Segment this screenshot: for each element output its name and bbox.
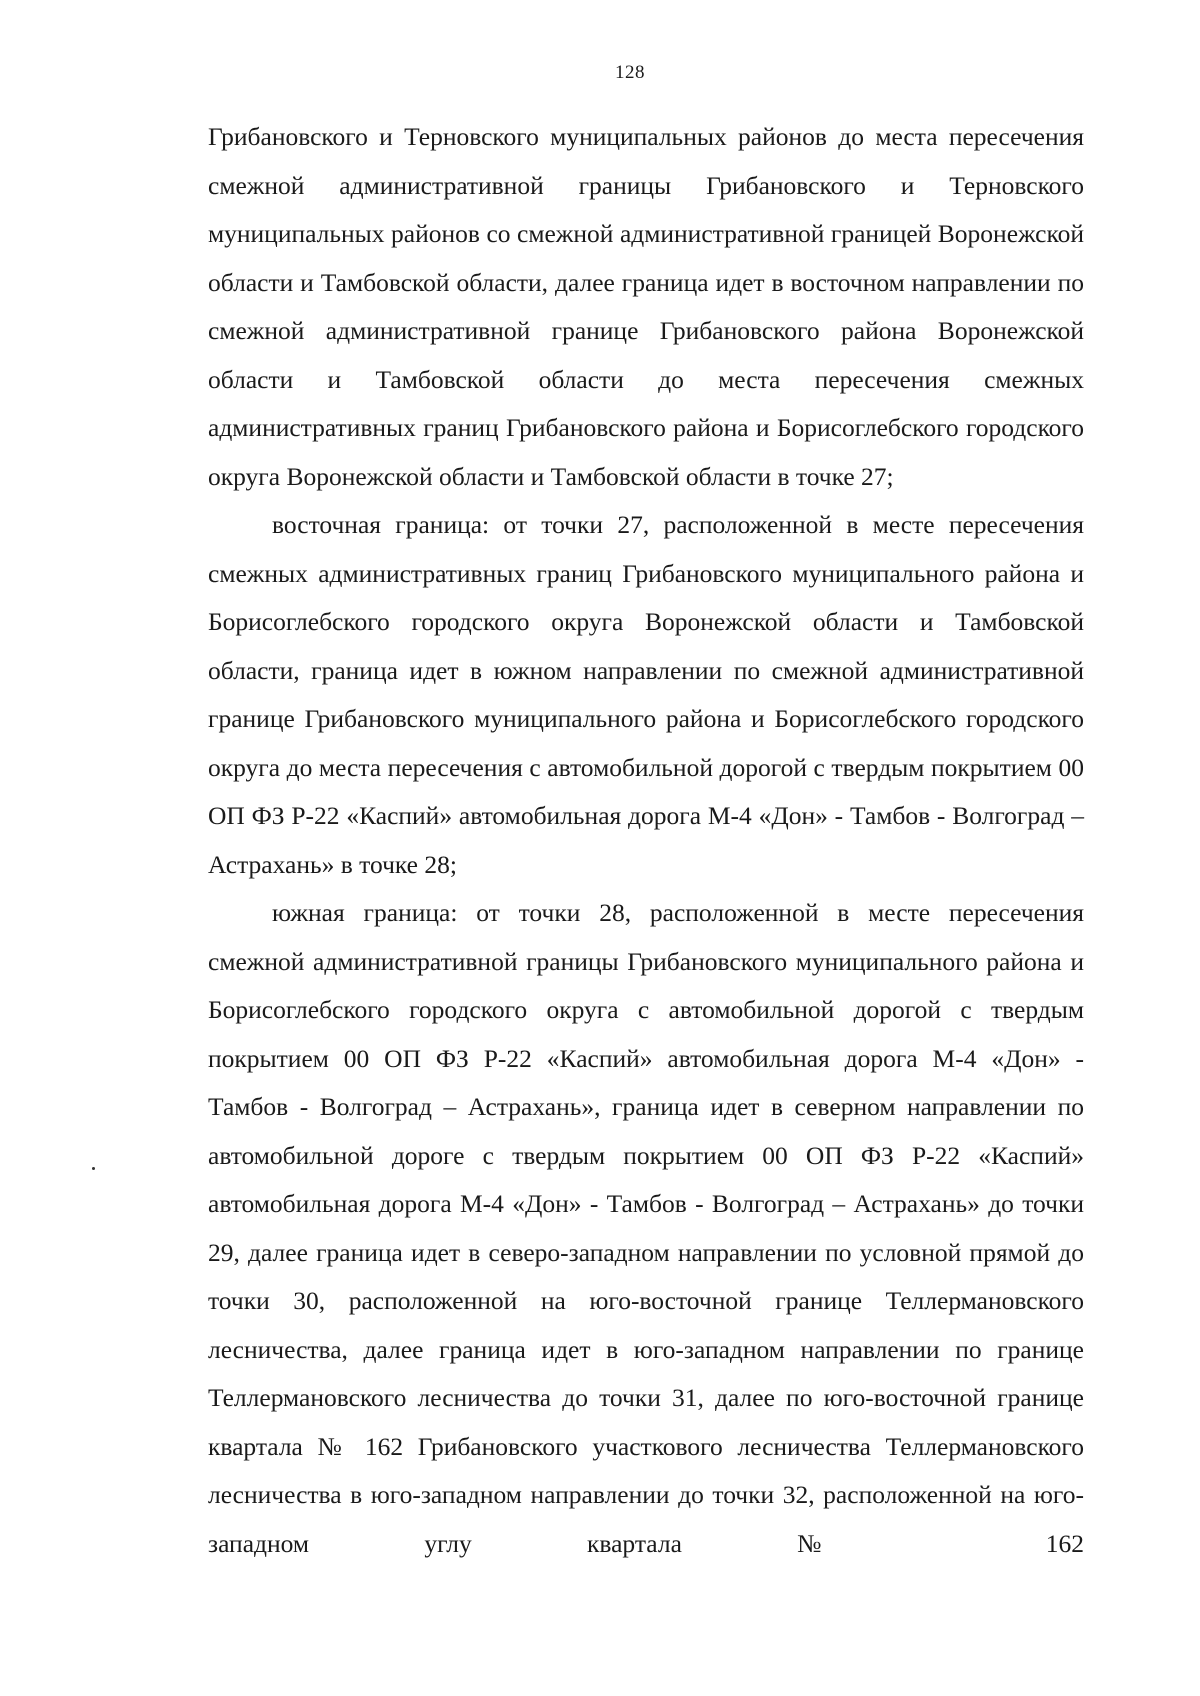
paragraph-eastern-border: восточная граница: от точки 27, расположенной в месте пересечения смежных административных границ Грибановского муниципального района и Борисоглебского городского округа Воронежской области и Тамбовской области, граница идет в южном направлении по смежной административной границе Грибановского муниципального района и Борисоглебского городского округа до места пересечения с автомобильной дорогой с твердым покрытием 00 ОП ФЗ Р-22 «Каспий» автомобильная дорога М-4 «Дон» - Тамбов - Волгоград – Астрахань» в точке 28; <box>208 510 1084 879</box>
scan-speck <box>92 1167 95 1170</box>
paragraph-northern-continuation: Грибановского и Терновского муниципальных районов до места пересечения смежной административной границы Грибановского и Терновского муниципальных районов со смежной административной границей Воронежской области и Тамбовской области, далее граница идет в восточном направлении по смежной административной границе Грибановского района Воронежской области и Тамбовской области до места пересечения смежных административных границ Грибановского района и Борисоглебского городского округа Воронежской области и Тамбовской области в точке 27; <box>208 122 1084 491</box>
paragraph-southern-border: южная граница: от точки 28, расположенной в месте пересечения смежной административной границы Грибановского муниципального района и Борисоглебского городского округа с автомобильной дорогой с твердым покрытием 00 ОП ФЗ Р-22 «Каспий» автомобильная дорога М-4 «Дон» - Тамбов - Волгоград – Астрахань», граница идет в северном направлении по автомобильной дороге с твердым покрытием 00 ОП ФЗ Р-22 «Каспий» автомобильная дорога М-4 «Дон» - Тамбов - Волгоград – Астрахань» до точки 29, далее граница идет в северо-западном направлении по условной прямой до точки 30, расположенной на юго-восточной границе Теллермановского лесничества, далее граница идет в юго-западном направлении по границе Теллермановского лесничества до точки 31, далее по юго-восточной границе квартала № 162 Грибановского участкового лесничества Теллермановского лесничества в юго-западном направлении до точки 32, расположенной на юго-западном углу квартала № 162 <box>208 898 1084 1558</box>
page-number: 128 <box>615 62 645 83</box>
document-body <box>208 113 1084 1568</box>
